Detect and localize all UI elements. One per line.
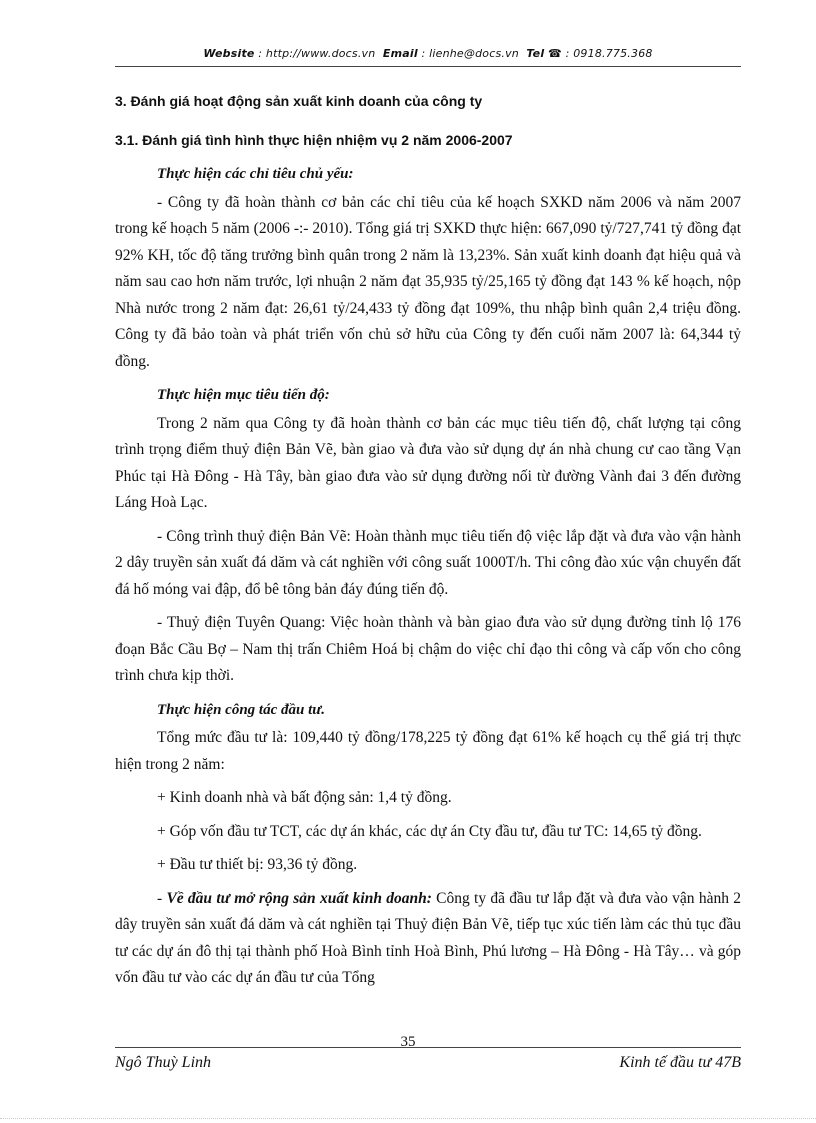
phone-icon: ☎ [548, 47, 562, 60]
list-item-equipment: + Đầu tư thiết bị: 93,36 tỷ đồng. [157, 856, 358, 873]
list-item-capital: + Góp vốn đầu tư TCT, các dự án khác, các dự án Cty đầu tư, đầu tư TC: 14,65 tỷ đồng. [157, 822, 702, 840]
website-value: : http://www.docs.vn [254, 47, 376, 60]
expansion-text: Công ty đã đầu tư lắp đặt và đưa vào vận hành 2 dây truyền sản xuất đá dăm và cát nghiền tại Thuỷ điện Bản Vẽ, tiếp tục xúc tiến làm các thủ tục đầu tư các dự án đô thị tại thành phố Hoà Bình tỉnh Hoà Bình, Phú lương – Hà Đông - Hà Tây… và góp vốn đầu tư vào các dự án đầu tư của Tổng [115, 889, 741, 986]
email-label: Email [382, 47, 418, 60]
page-number: 35 [400, 1034, 416, 1050]
subtitle-progress: Thực hiện mục tiêu tiến độ: [157, 387, 330, 403]
section-heading: 3. Đánh giá hoạt động sản xuất kinh doanh của công ty [115, 93, 483, 109]
footer-divider [115, 1047, 741, 1048]
footer-class: Kinh tế đầu tư 47B [619, 1054, 741, 1071]
tel-label: Tel [526, 47, 545, 60]
paragraph-investment-total: Tổng mức đầu tư là: 109,440 tỷ đồng/178,225 tỷ đồng đạt 61% kế hoạch cụ thể giá trị thực hiện trong 2 năm: [115, 729, 741, 773]
paragraph-tuyen-quang: - Thuỷ điện Tuyên Quang: Việc hoàn thành và bàn giao đưa vào sử dụng đường tỉnh lộ 176 đoạn Bắc Cầu Bợ – Nam thị trấn Chiêm Hoá bị chậm do việc chỉ đạo thi công và cấp vốn cho công trình chưa kịp thời. [115, 614, 741, 684]
bottom-border [0, 1118, 816, 1119]
document-body [115, 88, 741, 999]
paragraph-targets: - Công ty đã hoàn thành cơ bản các chỉ tiêu của kế hoạch SXKD năm 2006 và năm 2007 trong kế hoạch 5 năm (2006 -:- 2010). Tổng giá trị SXKD thực hiện: 667,090 tỷ/727,741 tỷ đồng đạt 92% KH, tốc độ tăng trưởng bình quân trong 2 năm là 13,23%. Sản xuất kinh doanh đạt hiệu quả và năm sau cao hơn năm trước, lợi nhuận 2 năm đạt 35,935 tỷ/25,165 tỷ đồng đạt 143 % kế hoạch, nộp Nhà nước trong 2 năm đạt: 26,61 tỷ/24,433 tỷ đồng đạt 109%, thu nhập bình quân 2,4 triệu đồng. Công ty đã bảo toàn và phát triển vốn chủ sở hữu của Công ty đến cuối năm 2007 là: 64,344 tỷ đồng. [115, 193, 741, 370]
header-divider [115, 66, 741, 67]
paragraph-progress: Trong 2 năm qua Công ty đã hoàn thành cơ bản các mục tiêu tiến độ, chất lượng tại công trình trọng điểm thuỷ điện Bản Vẽ, bàn giao và đưa vào sử dụng dự án nhà chung cư cao tầng Vạn Phúc tại Hà Đông - Hà Tây, bàn giao đưa vào sử dụng đường nối từ đường Vành đai 3 đến đường Láng Hoà Lạc. [115, 414, 741, 511]
subtitle-investment: Thực hiện công tác đầu tư. [157, 701, 325, 718]
email-value: : lienhe@docs.vn [417, 47, 519, 60]
tel-value: : 0918.775.368 [561, 47, 653, 60]
expansion-title: Về đầu tư mở rộng sản xuất kinh doanh: [166, 889, 432, 907]
website-label: Website [203, 47, 255, 60]
list-item-real-estate: + Kinh doanh nhà và bất động sản: 1,4 tỷ đồng. [157, 789, 452, 806]
subtitle-targets: Thực hiện các chỉ tiêu chủ yếu: [157, 166, 354, 182]
page-header [115, 47, 741, 60]
paragraph-ban-ve: - Công trình thuỷ điện Bản Vẽ: Hoàn thành mục tiêu tiến độ việc lắp đặt và đưa vào vận hành 2 dây truyền sản xuất đá dăm và cát nghiền với công suất 1000T/h. Thi công đào xúc vận chuyển đất đá hố móng vai đập, đổ bê tông bản đáy đúng tiến độ. [115, 527, 741, 598]
paragraph-expansion [115, 886, 741, 992]
subsection-heading: 3.1. Đánh giá tình hình thực hiện nhiệm vụ 2 năm 2006-2007 [115, 131, 513, 148]
expansion-lead: - [157, 889, 167, 907]
footer-author: Ngô Thuỳ Linh [115, 1054, 212, 1071]
